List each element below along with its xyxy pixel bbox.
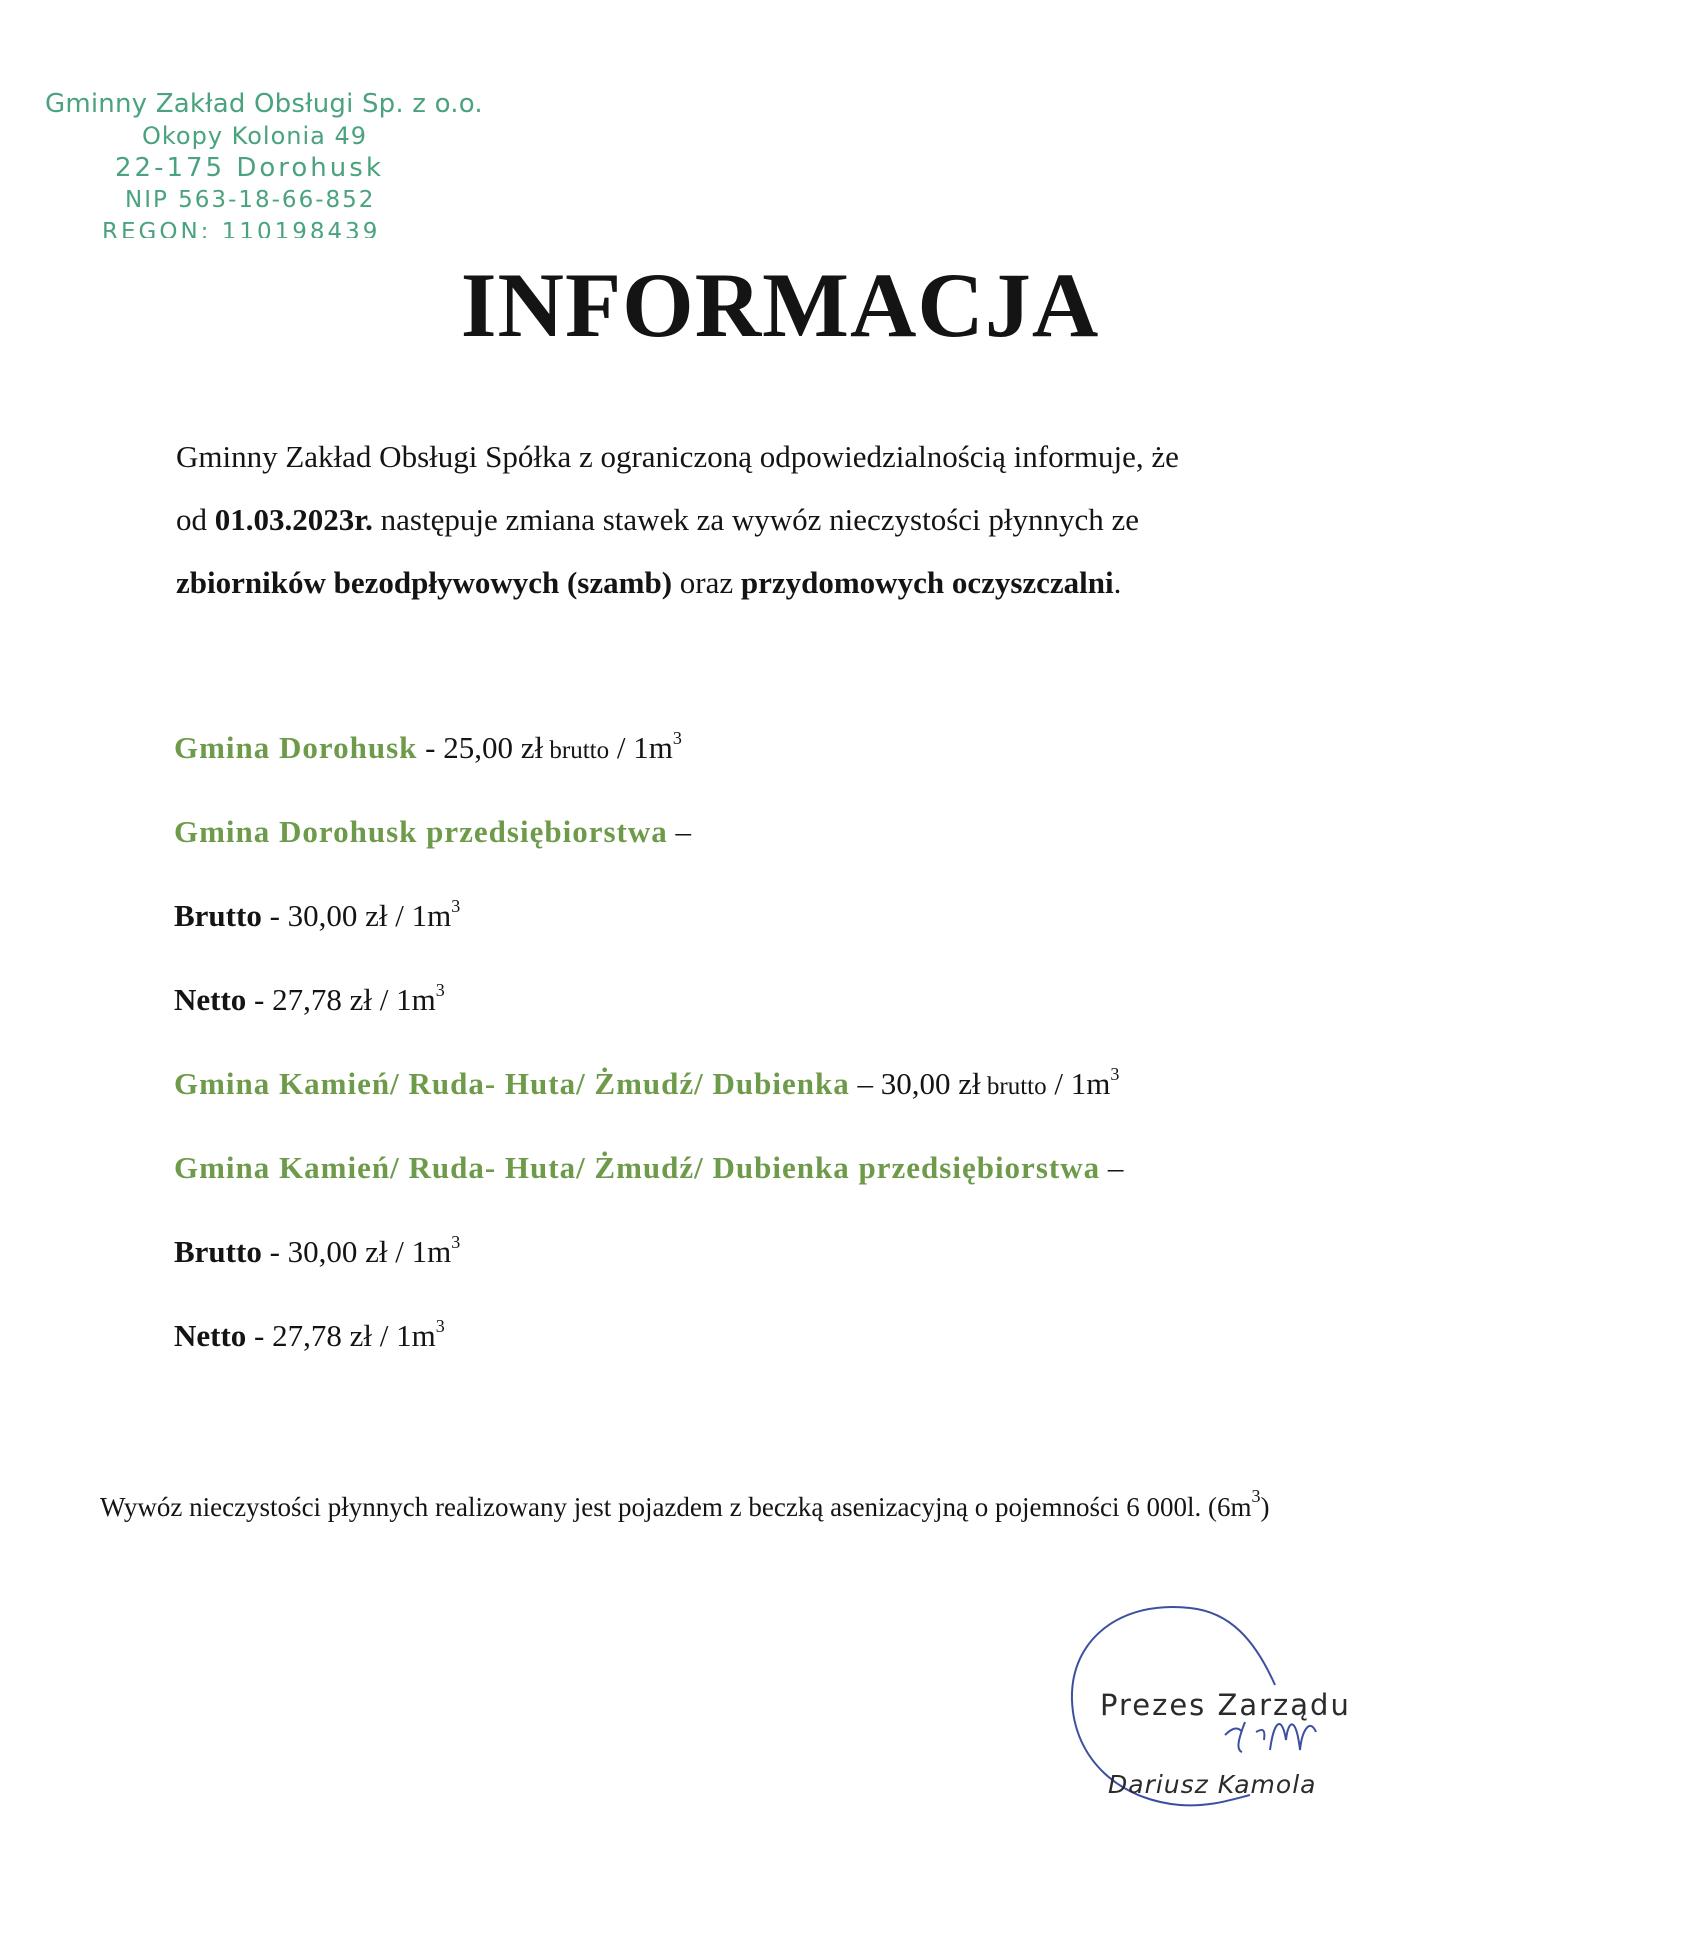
intro-line-3 [176,551,1436,614]
rate-label: Netto [174,982,247,1017]
rate-line [174,1316,445,1356]
rate-label: Brutto [174,1234,262,1269]
rate-value: 30,00 zł [287,1234,388,1269]
rate-label: Gmina Kamień/ Ruda- Huta/ Żmudź/ Dubienka [174,1066,850,1101]
intro-conjunction: oraz [672,565,741,600]
rate-line [174,980,445,1020]
stamp-company-name: Gminny Zakład Obsługi Sp. z o.o. [45,89,483,119]
rate-line [174,728,682,771]
footer-end: ) [1260,1492,1270,1522]
stamp-address: Okopy Kolonia 49 [142,122,368,150]
intro-line-2 [176,488,1436,551]
rate-line [174,1148,1123,1188]
rate-label: Gmina Kamień/ Ruda- Huta/ Żmudź/ Dubienka przedsiębiorstwa [174,1150,1101,1185]
rate-unit-exp: 3 [435,980,445,1000]
intro-emphasis-1: zbiorników bezodpływowych (szamb) [176,565,673,600]
rate-unit: / 1m [387,898,452,933]
stamp-nip: NIP 563-18-66-852 [125,187,376,213]
signature-block [1060,1600,1400,1840]
rate-line [174,1232,460,1272]
rate-label: Brutto [174,898,262,933]
rate-label: Gmina Dorohusk przedsiębiorstwa [174,814,668,849]
company-stamp [40,88,483,238]
footer-note [100,1486,1270,1523]
stamp-regon: REGON: 110198439 [102,219,381,238]
rate-note: brutto [980,1073,1047,1100]
page-title: INFORMACJA [460,254,1100,356]
intro-emphasis-2: przydomowych oczyszczalni [740,565,1114,600]
effective-date: 01.03.2023r. [214,502,373,537]
footer-exp: 3 [1251,1486,1261,1506]
rate-value: 30,00 zł [880,1066,981,1101]
rate-sep: - [417,730,444,765]
rate-unit: / 1m [609,730,673,765]
rate-unit: / 1m [372,982,436,1017]
rate-line [174,896,460,936]
rate-sep: – [1100,1150,1124,1185]
intro-period: . [1113,565,1122,600]
rate-label: Gmina Dorohusk [174,730,418,765]
intro-line-2-rest: następuje zmiana stawek za wywóz nieczystości płynnych ze [372,502,1140,537]
rate-sep: – [667,814,691,849]
intro-prefix: od [176,502,215,537]
rate-sep: - [261,1234,288,1269]
rate-value: 30,00 zł [287,898,388,933]
rate-value: 27,78 zł [272,982,372,1017]
intro-line-1: Gminny Zakład Obsługi Spółka z ograniczoną odpowiedzialnością informuje, że [176,439,1179,474]
intro-paragraph [176,425,1436,614]
rate-unit: / 1m [387,1234,452,1269]
rate-sep: - [246,982,273,1017]
rate-unit-exp: 3 [451,896,461,916]
footer-text: Wywóz nieczystości płynnych realizowany jest pojazdem z beczką asenizacyjną o pojemności 6 000l. (6m [100,1492,1252,1522]
rate-sep: - [261,898,288,933]
rate-unit-exp: 3 [672,728,682,748]
rate-value: 25,00 zł [443,730,544,765]
rate-unit-exp: 3 [435,1316,445,1336]
rate-sep: - [246,1318,273,1353]
rate-value: 27,78 zł [272,1318,372,1353]
rate-note: brutto [543,737,610,764]
rate-label: Netto [174,1318,247,1353]
rate-sep: – [849,1066,881,1101]
rate-line [174,812,691,852]
signature-title: Prezes Zarządu [1100,1688,1351,1722]
rate-unit: / 1m [372,1318,436,1353]
rate-unit-exp: 3 [451,1232,461,1252]
rate-unit: / 1m [1046,1066,1111,1101]
stamp-postal-city: 22-175 Dorohusk [115,153,384,183]
rate-line [174,1064,1119,1107]
rate-unit-exp: 3 [1110,1064,1120,1084]
signature-name: Dariusz Kamola [1108,1770,1317,1799]
